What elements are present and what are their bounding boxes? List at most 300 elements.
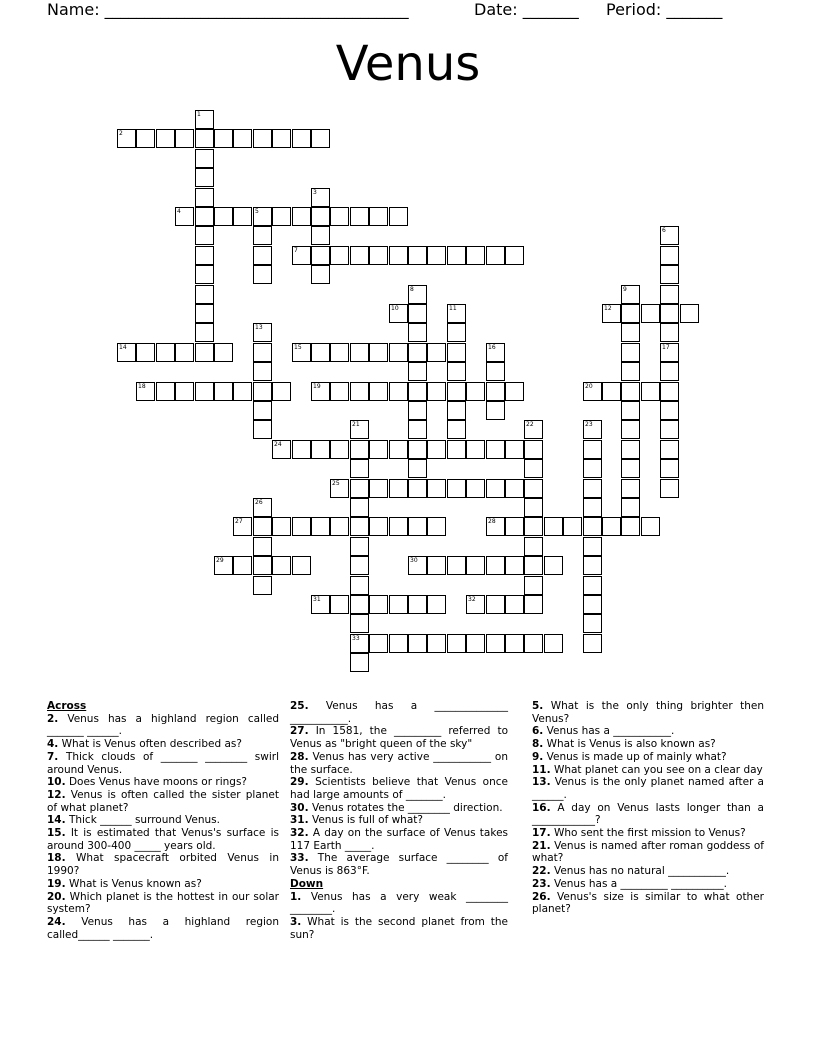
crossword-cell[interactable] — [311, 129, 330, 148]
crossword-cell[interactable] — [195, 226, 214, 245]
crossword-cell[interactable] — [408, 634, 427, 653]
crossword-cell[interactable] — [427, 634, 446, 653]
crossword-cell[interactable] — [156, 343, 175, 362]
clue-number: 28. — [290, 750, 309, 763]
crossword-cell[interactable] — [195, 188, 214, 207]
crossword-cell[interactable] — [156, 382, 175, 401]
crossword-cell[interactable] — [253, 382, 272, 401]
clue-number: 2. — [47, 712, 59, 725]
clue-number: 16. — [532, 801, 551, 814]
crossword-cell[interactable] — [660, 265, 679, 284]
crossword-cell[interactable] — [524, 634, 543, 653]
clue-text: Venus has very active ___________ on the surface. — [290, 750, 508, 776]
clue-number: 4. — [47, 738, 59, 751]
clue-number-label: 2 — [119, 130, 123, 137]
crossword-cell[interactable] — [621, 401, 640, 420]
clue-number-label: 10 — [391, 305, 399, 312]
crossword-cell[interactable] — [253, 343, 272, 362]
crossword-cell[interactable] — [466, 479, 485, 498]
crossword-cell[interactable] — [195, 343, 214, 362]
crossword-cell[interactable] — [350, 517, 369, 536]
crossword-cell[interactable] — [466, 246, 485, 265]
crossword-cell[interactable] — [292, 207, 311, 226]
clue-number: 32. — [290, 827, 309, 840]
crossword-cell[interactable] — [505, 440, 524, 459]
clue-number-label: 26 — [255, 499, 263, 506]
clue-text: Venus is named after roman goddess of what? — [532, 839, 764, 865]
clue — [532, 738, 764, 751]
crossword-cell[interactable] — [369, 207, 388, 226]
crossword-cell[interactable] — [680, 304, 699, 323]
clue-number: 27. — [290, 725, 309, 738]
crossword-cell[interactable] — [136, 343, 155, 362]
clue-text: Venus has a highland region called______ _______. — [47, 915, 279, 941]
crossword-cell[interactable] — [621, 420, 640, 439]
across-heading: Across — [47, 700, 87, 712]
crossword-cell[interactable] — [253, 401, 272, 420]
clue-number: 6. — [532, 725, 544, 738]
crossword-cell[interactable] — [447, 440, 466, 459]
crossword-cell[interactable] — [427, 479, 446, 498]
clue-text: Venus is made up of mainly what? — [543, 750, 727, 763]
crossword-cell[interactable] — [583, 634, 602, 653]
clue-number: 30. — [290, 801, 309, 814]
clue-number-label: 19 — [313, 383, 321, 390]
crossword-cell[interactable] — [621, 459, 640, 478]
crossword-cell[interactable] — [214, 343, 233, 362]
crossword-cell[interactable] — [505, 246, 524, 265]
crossword-cell[interactable] — [350, 459, 369, 478]
crossword-cell[interactable] — [369, 595, 388, 614]
crossword-cell[interactable] — [195, 265, 214, 284]
crossword-cell[interactable] — [350, 479, 369, 498]
clue-number: 12. — [47, 788, 66, 801]
crossword-cell[interactable] — [292, 129, 311, 148]
crossword-cell[interactable] — [408, 382, 427, 401]
crossword-cell[interactable] — [621, 382, 640, 401]
crossword-cell[interactable] — [427, 517, 446, 536]
crossword-cell[interactable] — [408, 479, 427, 498]
crossword-cell[interactable] — [408, 517, 427, 536]
clue — [290, 827, 508, 852]
clue — [532, 764, 764, 777]
clue — [290, 814, 508, 827]
crossword-cell[interactable] — [583, 440, 602, 459]
crossword-cell[interactable] — [408, 323, 427, 342]
crossword-cell[interactable] — [389, 207, 408, 226]
crossword-cell[interactable] — [544, 634, 563, 653]
crossword-cell[interactable] — [350, 614, 369, 633]
crossword-cell[interactable] — [253, 226, 272, 245]
crossword-cell[interactable] — [175, 129, 194, 148]
crossword-cell[interactable] — [660, 459, 679, 478]
clue-text: A day on Venus lasts longer than a ____________? — [532, 801, 764, 827]
crossword-cell[interactable] — [330, 595, 349, 614]
clue-number: 25. — [290, 700, 309, 712]
clue-number-label: 1 — [197, 111, 201, 118]
crossword-cell[interactable] — [369, 382, 388, 401]
crossword-cell[interactable] — [389, 440, 408, 459]
clue-number: 29. — [290, 776, 309, 789]
clue — [532, 878, 764, 891]
crossword-cell[interactable] — [602, 382, 621, 401]
crossword-cell[interactable] — [272, 129, 291, 148]
crossword-cell[interactable] — [621, 362, 640, 381]
crossword-cell[interactable] — [660, 285, 679, 304]
crossword-cell[interactable] — [427, 246, 446, 265]
crossword-cell[interactable] — [505, 479, 524, 498]
clue — [532, 891, 764, 916]
crossword-cell[interactable] — [330, 382, 349, 401]
crossword-cell[interactable] — [369, 634, 388, 653]
clue-text: Venus is the only planet named after a ______. — [532, 776, 764, 801]
crossword-cell[interactable] — [524, 517, 543, 536]
crossword-cell[interactable] — [447, 479, 466, 498]
crossword-cell[interactable] — [311, 226, 330, 245]
crossword-cell[interactable] — [311, 440, 330, 459]
crossword-cell[interactable] — [447, 420, 466, 439]
crossword-cell[interactable] — [214, 382, 233, 401]
crossword-cell[interactable] — [195, 285, 214, 304]
crossword-cell[interactable] — [660, 323, 679, 342]
crossword-cell[interactable] — [369, 479, 388, 498]
crossword-cell[interactable] — [350, 556, 369, 575]
crossword-cell[interactable] — [369, 440, 388, 459]
crossword-cell[interactable] — [292, 440, 311, 459]
crossword-cell[interactable] — [466, 556, 485, 575]
crossword-cell[interactable] — [350, 440, 369, 459]
crossword-cell[interactable] — [195, 246, 214, 265]
clue-text: Venus has a _________ __________. — [550, 877, 727, 890]
crossword-cell[interactable] — [253, 362, 272, 381]
crossword-cell[interactable] — [330, 207, 349, 226]
clue-text: What is Venus often described as? — [58, 738, 242, 751]
crossword-cell[interactable] — [621, 304, 640, 323]
clue-number-label: 25 — [332, 480, 340, 487]
crossword-cell[interactable] — [524, 459, 543, 478]
clue-number-label: 16 — [488, 344, 496, 351]
clue-number-label: 30 — [410, 557, 418, 564]
crossword-cell[interactable] — [427, 556, 446, 575]
crossword-cell[interactable] — [195, 323, 214, 342]
crossword-cell[interactable] — [350, 653, 369, 672]
crossword-cell[interactable] — [660, 420, 679, 439]
crossword-cell[interactable] — [524, 479, 543, 498]
crossword-cell[interactable] — [583, 537, 602, 556]
clue-text: Venus is full of what? — [308, 814, 423, 827]
crossword-cell[interactable] — [350, 207, 369, 226]
clue-number-label: 23 — [585, 421, 593, 428]
crossword-cell[interactable] — [621, 517, 640, 536]
crossword-cell[interactable] — [195, 382, 214, 401]
crossword-cell[interactable] — [524, 576, 543, 595]
crossword-cell[interactable] — [272, 517, 291, 536]
clue-column-2 — [290, 700, 508, 941]
crossword-cell[interactable] — [311, 343, 330, 362]
clue-number-label: 31 — [313, 596, 321, 603]
crossword-cell[interactable] — [136, 129, 155, 148]
crossword-cell[interactable] — [175, 382, 194, 401]
crossword-cell[interactable] — [427, 440, 446, 459]
clue — [47, 751, 279, 776]
crossword-cell[interactable] — [427, 382, 446, 401]
crossword-cell[interactable] — [583, 459, 602, 478]
clue — [290, 751, 508, 776]
crossword-cell[interactable] — [486, 556, 505, 575]
crossword-cell[interactable] — [621, 440, 640, 459]
crossword-cell[interactable] — [466, 382, 485, 401]
clue-text: It is estimated that Venus's surface is around 300-400 _____ years old. — [47, 827, 279, 852]
crossword-cell[interactable] — [350, 382, 369, 401]
clue-number: 8. — [532, 738, 544, 751]
crossword-cell[interactable] — [330, 440, 349, 459]
clue-text: Who sent the first mission to Venus? — [550, 827, 746, 840]
crossword-cell[interactable] — [447, 246, 466, 265]
crossword-cell[interactable] — [447, 362, 466, 381]
clue-number: 15. — [47, 827, 66, 840]
crossword-cell[interactable] — [505, 595, 524, 614]
crossword-cell[interactable] — [369, 517, 388, 536]
crossword-cell[interactable] — [369, 246, 388, 265]
crossword-cell[interactable] — [408, 595, 427, 614]
crossword-cell[interactable] — [583, 614, 602, 633]
crossword-cell[interactable] — [253, 537, 272, 556]
clue-number-label: 14 — [119, 344, 127, 351]
clue-number: 3. — [290, 915, 302, 928]
clue-text: Does Venus have moons or rings? — [65, 776, 247, 789]
crossword-cell[interactable] — [311, 517, 330, 536]
crossword-cell[interactable] — [233, 382, 252, 401]
crossword-cell[interactable] — [408, 362, 427, 381]
crossword-cell[interactable] — [660, 401, 679, 420]
crossword-cell[interactable] — [660, 479, 679, 498]
clue-number: 26. — [532, 890, 551, 903]
clue-number: 17. — [532, 827, 551, 840]
crossword-cell[interactable] — [660, 304, 679, 323]
crossword-cell[interactable] — [253, 517, 272, 536]
crossword-cell[interactable] — [486, 595, 505, 614]
crossword-cell[interactable] — [524, 556, 543, 575]
crossword-cell[interactable] — [583, 556, 602, 575]
crossword-cell[interactable] — [156, 129, 175, 148]
crossword-cell[interactable] — [486, 246, 505, 265]
crossword-cell[interactable] — [583, 576, 602, 595]
clue-text: In 1581, the _________ referred to Venus as "bright queen of the sky" — [290, 725, 508, 751]
crossword-cell[interactable] — [563, 517, 582, 536]
crossword-cell[interactable] — [311, 246, 330, 265]
crossword-cell[interactable] — [350, 537, 369, 556]
clue-text: What planet can you see on a clear day — [550, 763, 763, 776]
crossword-cell[interactable] — [486, 634, 505, 653]
crossword-cell[interactable] — [505, 517, 524, 536]
crossword-cell[interactable] — [486, 440, 505, 459]
clue-number: 9. — [532, 750, 544, 763]
crossword-cell[interactable] — [427, 595, 446, 614]
crossword-cell[interactable] — [583, 595, 602, 614]
clue-number-label: 17 — [662, 344, 670, 351]
clue — [290, 916, 508, 941]
crossword-cell[interactable] — [621, 323, 640, 342]
crossword-cell[interactable] — [621, 343, 640, 362]
crossword-cell[interactable] — [292, 556, 311, 575]
crossword-cell[interactable] — [408, 246, 427, 265]
crossword-cell[interactable] — [330, 517, 349, 536]
crossword-cell[interactable] — [350, 246, 369, 265]
clue — [47, 891, 279, 916]
clue-number-label: 27 — [235, 518, 243, 525]
crossword-cell[interactable] — [505, 634, 524, 653]
crossword-cell[interactable] — [195, 168, 214, 187]
crossword-cell[interactable] — [272, 382, 291, 401]
clue — [532, 840, 764, 865]
crossword-cell[interactable] — [350, 343, 369, 362]
clue-number-label: 21 — [352, 421, 360, 428]
crossword-cell[interactable] — [272, 556, 291, 575]
crossword-cell[interactable] — [447, 556, 466, 575]
crossword-cell[interactable] — [641, 382, 660, 401]
crossword-cell[interactable] — [253, 265, 272, 284]
clue-number-label: 13 — [255, 324, 263, 331]
crossword-cell[interactable] — [544, 556, 563, 575]
crossword-cell[interactable] — [311, 265, 330, 284]
crossword-cell[interactable] — [505, 382, 524, 401]
clue — [290, 891, 508, 916]
crossword-cell[interactable] — [272, 207, 291, 226]
clue-number: 24. — [47, 915, 66, 928]
crossword-cell[interactable] — [389, 479, 408, 498]
crossword-cell[interactable] — [660, 440, 679, 459]
clue — [47, 814, 279, 827]
crossword-cell[interactable] — [195, 304, 214, 323]
crossword-cell[interactable] — [253, 556, 272, 575]
crossword-cell[interactable] — [466, 440, 485, 459]
crossword-cell[interactable] — [350, 595, 369, 614]
clue-text: A day on the surface of Venus takes 117 Earth _____. — [290, 827, 508, 852]
crossword-cell[interactable] — [427, 343, 446, 362]
crossword-cell[interactable] — [660, 382, 679, 401]
crossword-cell[interactable] — [524, 498, 543, 517]
clue-number-label: 32 — [468, 596, 476, 603]
crossword-cell[interactable] — [233, 129, 252, 148]
crossword-cell[interactable] — [583, 479, 602, 498]
crossword-cell[interactable] — [389, 246, 408, 265]
crossword-cell[interactable] — [408, 420, 427, 439]
crossword-cell[interactable] — [253, 129, 272, 148]
clue — [532, 776, 764, 801]
clue — [47, 738, 279, 751]
crossword-cell[interactable] — [408, 459, 427, 478]
clue-number: 23. — [532, 877, 551, 890]
crossword-cell[interactable] — [524, 537, 543, 556]
clue-number-label: 24 — [274, 441, 282, 448]
clue-number-label: 6 — [662, 227, 666, 234]
clue — [290, 776, 508, 801]
crossword-cell[interactable] — [408, 304, 427, 323]
crossword-cell[interactable] — [175, 343, 194, 362]
crossword-cell[interactable] — [447, 323, 466, 342]
crossword-cell[interactable] — [389, 595, 408, 614]
crossword-cell[interactable] — [447, 401, 466, 420]
crossword-cell[interactable] — [486, 479, 505, 498]
clue — [47, 827, 279, 852]
clue-number: 31. — [290, 814, 309, 827]
crossword-cell[interactable] — [389, 343, 408, 362]
crossword-cell[interactable] — [214, 129, 233, 148]
crossword-cell[interactable] — [486, 382, 505, 401]
clue-text: Thick clouds of _______ ________ swirl around Venus. — [47, 750, 279, 776]
crossword-cell[interactable] — [641, 517, 660, 536]
crossword-cell[interactable] — [641, 304, 660, 323]
crossword-cell[interactable] — [350, 576, 369, 595]
crossword-cell[interactable] — [214, 207, 233, 226]
crossword-cell[interactable] — [447, 634, 466, 653]
crossword-cell[interactable] — [544, 517, 563, 536]
clue — [290, 802, 508, 815]
clue-number-label: 12 — [604, 305, 612, 312]
crossword-cell[interactable] — [583, 498, 602, 517]
clue-text: Scientists believe that Venus once had large amounts of _______. — [290, 776, 508, 801]
crossword-cell[interactable] — [660, 246, 679, 265]
crossword-cell[interactable] — [330, 246, 349, 265]
crossword-cell[interactable] — [447, 343, 466, 362]
crossword-cell[interactable] — [602, 517, 621, 536]
clue-number-label: 4 — [177, 208, 181, 215]
crossword-cell[interactable] — [486, 401, 505, 420]
crossword-cell[interactable] — [408, 440, 427, 459]
crossword-cell[interactable] — [233, 207, 252, 226]
crossword-cell[interactable] — [660, 362, 679, 381]
clue-number-label: 33 — [352, 635, 360, 642]
clue — [290, 700, 508, 725]
crossword-cell[interactable] — [292, 517, 311, 536]
crossword-cell[interactable] — [253, 420, 272, 439]
crossword-cell[interactable] — [253, 246, 272, 265]
crossword-cell[interactable] — [389, 634, 408, 653]
crossword-cell[interactable] — [253, 576, 272, 595]
clue-text: What is Venus known as? — [65, 877, 202, 890]
clue — [532, 725, 764, 738]
crossword-cell[interactable] — [505, 556, 524, 575]
clue — [47, 713, 279, 738]
clue-number: 7. — [47, 750, 59, 763]
crossword-cell[interactable] — [621, 498, 640, 517]
crossword-cell[interactable] — [583, 517, 602, 536]
crossword-cell[interactable] — [233, 556, 252, 575]
clue-text: The average surface ________ of Venus is 863°F. — [290, 852, 508, 878]
crossword-cell[interactable] — [466, 634, 485, 653]
name-field: Name: ______________________________________ — [47, 0, 409, 19]
crossword-cell[interactable] — [389, 517, 408, 536]
clue-text: Thick ______ surround Venus. — [65, 814, 220, 827]
crossword-cell[interactable] — [195, 149, 214, 168]
crossword-cell[interactable] — [330, 343, 349, 362]
crossword-cell[interactable] — [408, 343, 427, 362]
clue — [290, 852, 508, 877]
crossword-cell[interactable] — [447, 382, 466, 401]
crossword-cell[interactable] — [389, 382, 408, 401]
crossword-cell[interactable] — [350, 498, 369, 517]
crossword-cell[interactable] — [195, 129, 214, 148]
crossword-cell[interactable] — [524, 440, 543, 459]
crossword-cell[interactable] — [486, 362, 505, 381]
crossword-cell[interactable] — [524, 595, 543, 614]
crossword-cell[interactable] — [369, 343, 388, 362]
crossword-cell[interactable] — [621, 479, 640, 498]
crossword-cell[interactable] — [408, 401, 427, 420]
crossword-cell[interactable] — [311, 207, 330, 226]
crossword-cell[interactable] — [195, 207, 214, 226]
clue-number-label: 15 — [294, 344, 302, 351]
